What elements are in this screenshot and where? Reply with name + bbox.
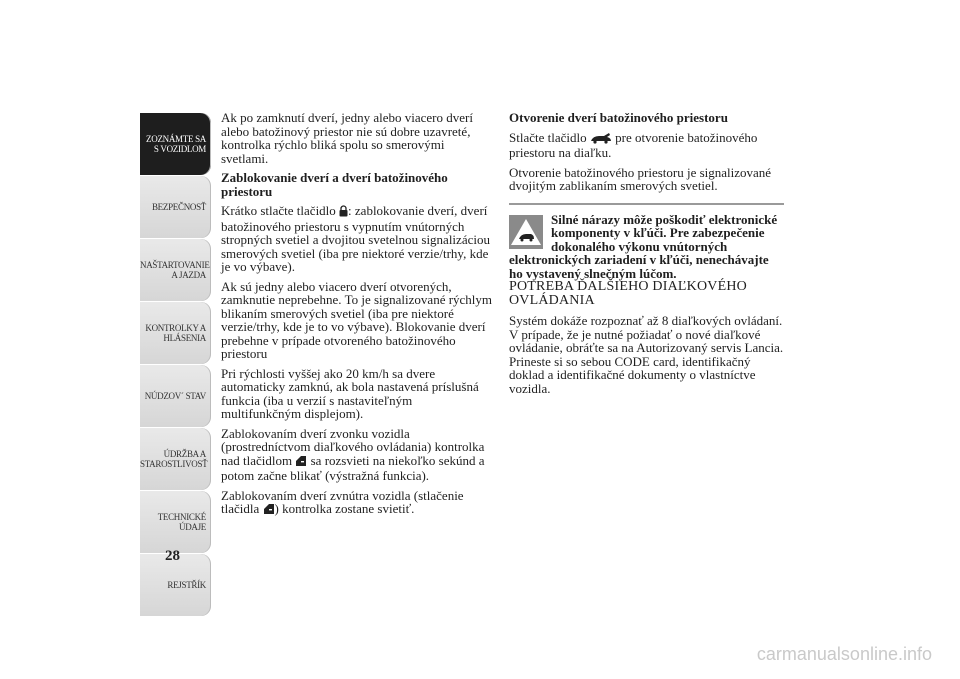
paragraph: Ak sú jedny alebo viacero dverí otvorených, zamknutie neprebehne. To je signalizované rýchlym blikaním smerových svetiel (iba pre niektoré verzie/trhy, kde je to vo výbave). Blokovanie dverí prebehne v prípade otvoreného batožinového priestoru (221, 278, 493, 361)
paragraph (221, 204, 493, 274)
right-column (509, 111, 784, 401)
warning-icon (509, 215, 543, 249)
paragraph-text: Stlačte tlačidlo (509, 129, 587, 145)
paragraph-text: pre otvorenie batožinového priestoru na diaľku. (509, 129, 758, 160)
tab-kontrolky[interactable] (140, 302, 211, 364)
lock-icon (339, 205, 348, 220)
paragraph (509, 131, 784, 160)
paragraph-text: Zablokovaním dverí zvnútra vozidla (stlačenie tlačidla (221, 487, 464, 516)
tab-label: NÚDZOV´ STAV (144, 391, 206, 401)
paragraph (221, 489, 493, 518)
paragraph-text: ) kontrolka zostane svietiť. (274, 501, 415, 516)
tab-label: ZOZNÁMTE SA S VOZIDLOM (146, 134, 206, 154)
section-heading: Otvorenie dverí batožinového priestoru (509, 110, 728, 125)
tab-label: ÚDRŽBA A STAROSTLIVOSŤ (140, 449, 208, 469)
watermark: carmanualsonline.info (756, 644, 932, 664)
tab-label: REJSTŘÍK (167, 580, 206, 590)
tab-label: BEZPEČNOSŤ (151, 202, 206, 212)
paragraph-text: : zablokovanie dverí, dverí batožinového priestoru s vypnutím vnútorných stropných svetiel a dvojitou svetelnou signalizáciou smerových svetiel (iba pre niektoré verzie/trhy, kde je vo výbave). (221, 203, 490, 274)
paragraph: Systém dokáže rozpoznať až 8 diaľkových ovládaní. V prípade, že je nutné požiadať o nové diaľkové ovládanie, obráťte sa na Autorizovaný servis Lancia. Prineste si so sebou CODE card, identifikačný doklad a identifikačné dokumenty o vlastníctve vozidla. (509, 313, 784, 396)
door-lock-icon (295, 455, 307, 470)
tab-technicke-udaje[interactable] (140, 491, 211, 553)
section-heading (509, 280, 784, 308)
tab-nudzovy-stav[interactable] (140, 365, 211, 427)
left-column (221, 111, 493, 524)
trunk-open-icon (590, 132, 612, 147)
page-number: 28 (165, 548, 180, 564)
paragraph-text: Zablokovaním dverí zvonku vozidla (prostredníctvom diaľkového ovládania) kontrolka nad tlačidlom (221, 425, 485, 468)
tab-label: TECHNICKÉ ÚDAJE (157, 512, 206, 532)
tab-bezpecnost[interactable] (140, 176, 211, 238)
door-lock-icon (263, 503, 275, 518)
tab-label: KONTROLKY A HLÁSENIA (145, 323, 206, 343)
paragraph: Ak po zamknutí dverí, jedny alebo viacero dverí alebo batožinový priestor nie sú dobre uzavreté, kontrolka rýchlo bliká spolu so smerovými svetlami. (221, 110, 473, 166)
paragraph: Otvorenie batožinového priestoru je signalizované dvojitým zablikaním smerových svetiel. (509, 164, 772, 193)
paragraph-text: sa rozsvieti na niekoľko sekúnd a potom začne blikať (výstražná funkcia). (221, 452, 485, 483)
section-heading: Zablokovanie dverí a dverí batožinového priestoru (221, 170, 448, 199)
heading-line: POTREBA ĎALŠIEHO DIAĽKOVÉHO (509, 279, 747, 294)
warning-box (509, 203, 784, 281)
tab-zoznamte-sa[interactable] (140, 113, 211, 175)
warning-text: Silné nárazy môže poškodiť elektronické komponenty v kľúči. Pre zabezpečenie dokonalého výkonu vnútorných elektronických zariadení v kľúči, nenechávajte ho vystavený slnečným lúčom. (509, 211, 778, 281)
paragraph-text: Krátko stlačte tlačidlo (221, 203, 336, 218)
tab-udrzba[interactable] (140, 428, 211, 490)
tab-nastartovanie[interactable] (140, 239, 211, 301)
paragraph (221, 427, 493, 483)
heading-line: OVLÁDANIA (509, 293, 595, 308)
paragraph: Pri rýchlosti vyššej ako 20 km/h sa dvere automaticky zamknú, ak bola nastavená príslušná funkcia (iba u verzií s nastaviteľným multifunkčným displejom). (221, 365, 479, 421)
tab-label: NAŠTARTOVANIE A JAZDA (140, 260, 210, 280)
side-tabs (140, 113, 211, 617)
